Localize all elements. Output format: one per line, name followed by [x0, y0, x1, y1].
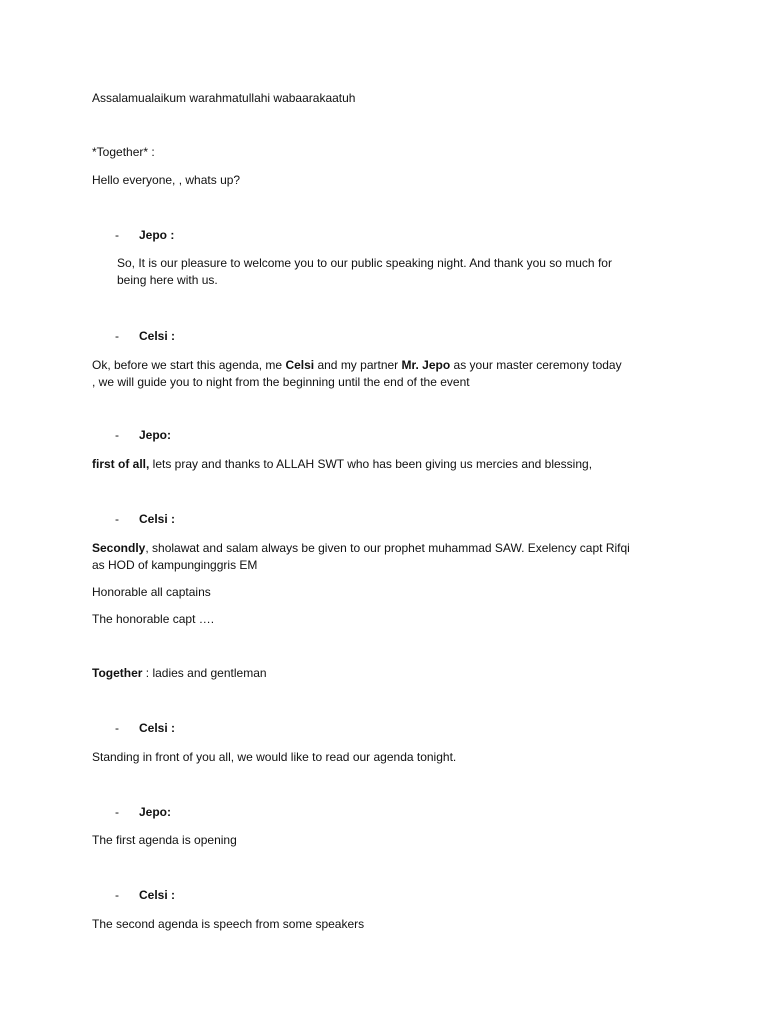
jepo-prayer-line: first of all, lets pray and thanks to ALLAH SWT who has been giving us mercies and blessing, — [92, 457, 593, 471]
together-label: *Together* : — [92, 145, 155, 159]
bullet-dash: - — [115, 428, 119, 442]
together-line: Hello everyone, , whats up? — [92, 173, 241, 187]
jepo-line: The first agenda is opening — [92, 833, 237, 847]
celsi-line-1: Ok, before we start this agenda, me Celsi and my partner Mr. Jepo as your master ceremony today — [92, 358, 622, 372]
celsi-line-2: , we will guide you to night from the beginning until the end of the event — [92, 375, 470, 389]
celsi-line-1: Secondly, sholawat and salam always be given to our prophet muhammad SAW. Exelency capt Rifqi — [92, 541, 630, 555]
celsi-line-2: as HOD of kampunginggris EM — [92, 558, 258, 572]
bullet-dash: - — [115, 228, 119, 242]
bullet-dash: - — [115, 721, 119, 735]
jepo-line-1: So, It is our pleasure to welcome you to our public speaking night. And thank you so much for — [117, 256, 612, 270]
celsi-line-4: The honorable capt …. — [92, 612, 215, 626]
bullet-dash: - — [115, 888, 119, 902]
speaker-name: Jepo : — [139, 228, 175, 242]
speaker-name: Jepo: — [139, 805, 172, 819]
greeting: Assalamualaikum warahmatullahi wabaarakaatuh — [92, 91, 356, 105]
celsi-line-3: Honorable all captains — [92, 585, 211, 599]
bullet-dash: - — [115, 805, 119, 819]
speaker-name: Jepo: — [139, 428, 172, 442]
speaker-name: Celsi : — [139, 721, 176, 735]
jepo-line-2: being here with us. — [117, 273, 218, 287]
celsi-line: Standing in front of you all, we would like to read our agenda tonight. — [92, 750, 457, 764]
together-line: Together : ladies and gentleman — [92, 666, 267, 680]
celsi-line: The second agenda is speech from some speakers — [92, 917, 365, 931]
speaker-name: Celsi : — [139, 888, 176, 902]
bullet-dash: - — [115, 512, 119, 526]
bullet-dash: - — [115, 329, 119, 343]
speaker-name: Celsi : — [139, 512, 176, 526]
speaker-name: Celsi : — [139, 329, 176, 343]
